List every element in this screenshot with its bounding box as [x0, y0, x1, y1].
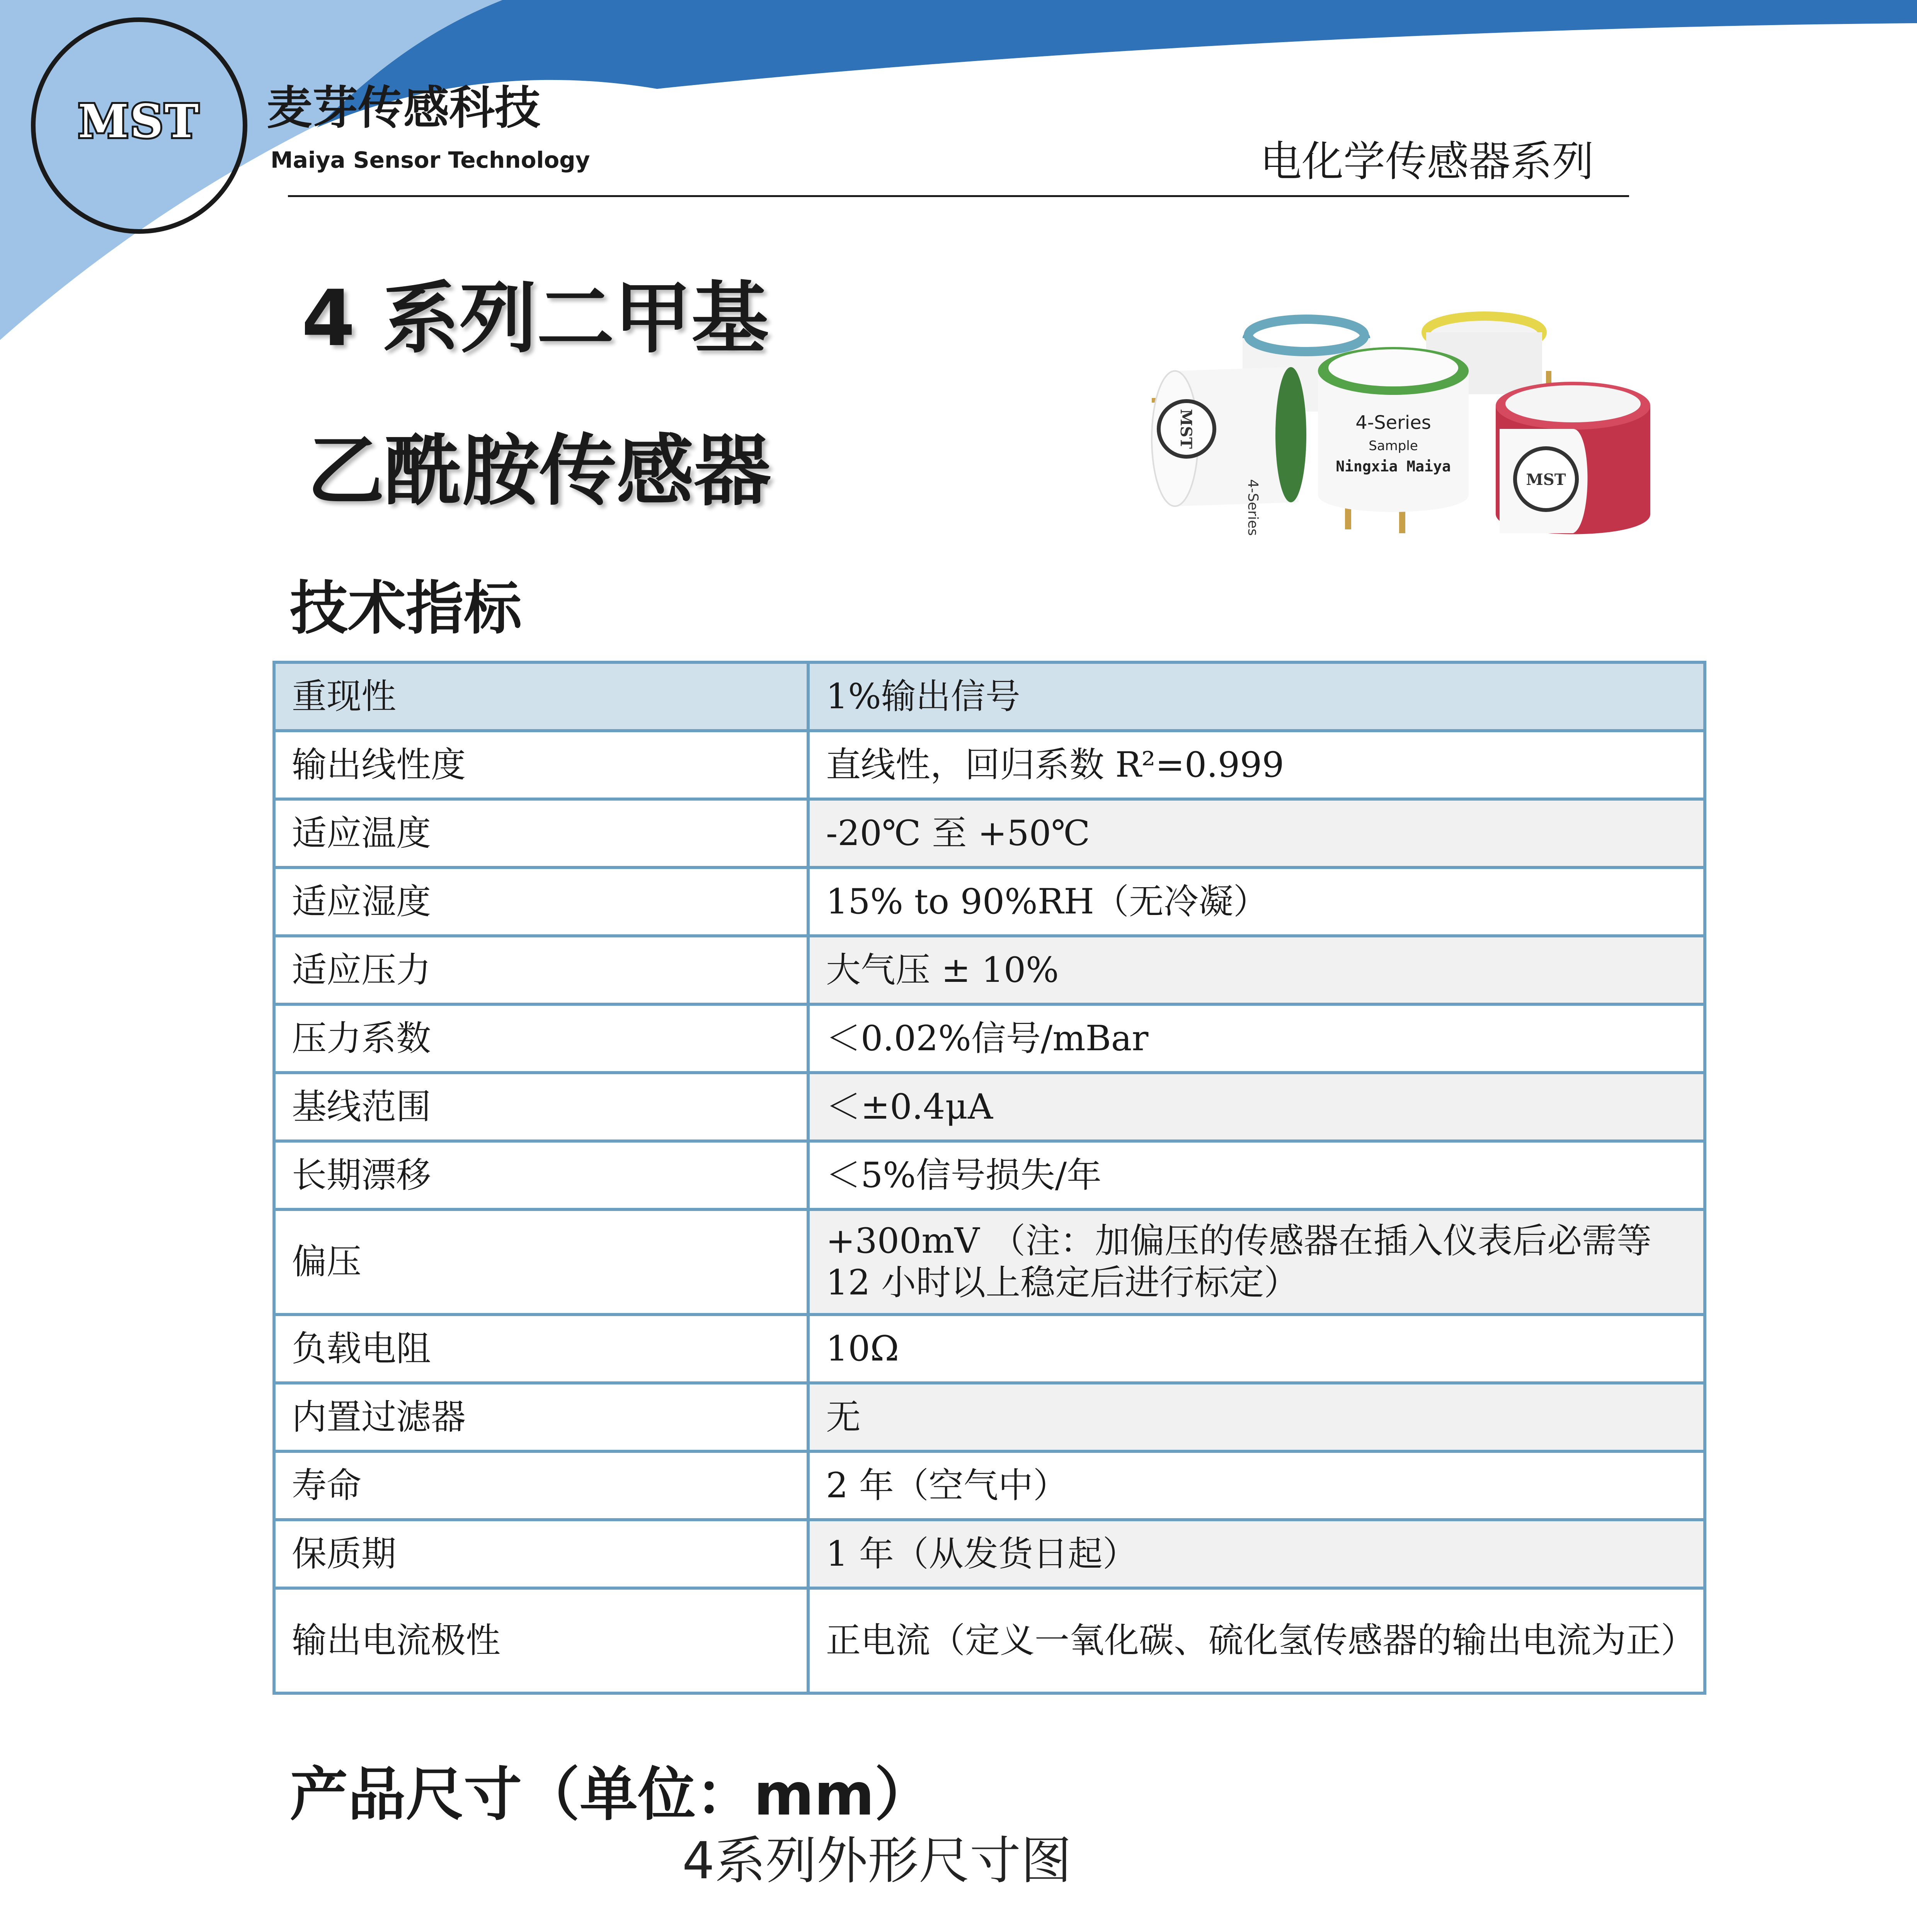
- photo-label-sample: Sample: [1369, 438, 1418, 454]
- spec-key: 适应温度: [274, 799, 808, 867]
- spec-value: 正电流（定义一氧化碳、硫化氢传感器的输出电流为正）: [808, 1588, 1705, 1693]
- sensor-red: [1496, 371, 1650, 534]
- drawing-title: 4系列外形尺寸图: [682, 1831, 1072, 1891]
- brand-name-en: Maiya Sensor Technology: [271, 147, 590, 173]
- table-row: [274, 936, 1705, 1004]
- spec-value: 10Ω: [808, 1315, 1705, 1383]
- spec-key: 适应湿度: [274, 867, 808, 936]
- spec-key: 输出线性度: [274, 731, 808, 799]
- spec-value: ＜0.02%信号/mBar: [808, 1004, 1705, 1073]
- header-swoosh-dark: [317, 0, 1917, 128]
- photo-label-series-2: 4-Series: [1245, 479, 1261, 536]
- spec-value: ＜±0.4μA: [808, 1073, 1705, 1141]
- product-title-line2: 乙酰胺传感器: [307, 426, 771, 516]
- spec-value: +300mV （注：加偏压的传感器在插入仪表后必需等 12 小时以上稳定后进行标定）: [808, 1209, 1705, 1315]
- spec-key: 输出电流极性: [274, 1588, 808, 1693]
- spec-value: 无: [808, 1383, 1705, 1451]
- table-row: [274, 1588, 1705, 1693]
- table-row: [274, 1451, 1705, 1520]
- table-row: [274, 1141, 1705, 1209]
- spec-value: 大气压 ± 10%: [808, 936, 1705, 1004]
- product-title-line1: 4 系列二甲基: [301, 274, 769, 364]
- spec-key: 压力系数: [274, 1004, 808, 1073]
- sensor-lying: [1152, 367, 1306, 536]
- table-row: [274, 867, 1705, 936]
- spec-value: 1%输出信号: [808, 662, 1705, 731]
- logo-text: MST: [78, 94, 200, 148]
- series-label: 电化学传感器系列: [1260, 138, 1594, 186]
- table-row: [274, 1520, 1705, 1588]
- photo-label-maker: Ningxia Maiya: [1336, 458, 1451, 475]
- brand-name-cn: 麦芽传感科技: [267, 81, 541, 134]
- spec-key: 基线范围: [274, 1073, 808, 1141]
- spec-key: 保质期: [274, 1520, 808, 1588]
- spec-key: 重现性: [274, 662, 808, 731]
- sensor-green: [1318, 347, 1469, 533]
- spec-value: 直线性，回归系数 R²=0.999: [808, 731, 1705, 799]
- table-row: [274, 731, 1705, 799]
- header-rule: [288, 195, 1629, 197]
- table-row: [274, 1315, 1705, 1383]
- spec-value: 2 年（空气中）: [808, 1451, 1705, 1520]
- table-row: [274, 1383, 1705, 1451]
- table-row: [274, 799, 1705, 867]
- dimension-section-title: 产品尺寸（单位：mm）: [290, 1761, 933, 1828]
- photo-label-mst-2: MST: [1526, 471, 1566, 489]
- table-row: [274, 1004, 1705, 1073]
- spec-table: [272, 661, 1706, 1695]
- spec-section-title: 技术指标: [290, 575, 522, 642]
- table-row: [274, 1073, 1705, 1141]
- spec-key: 适应压力: [274, 936, 808, 1004]
- photo-label-mst-1: MST: [1177, 409, 1195, 449]
- spec-value: ＜5%信号损失/年: [808, 1141, 1705, 1209]
- table-row: [274, 662, 1705, 731]
- spec-value: 15% to 90%RH（无冷凝）: [808, 867, 1705, 936]
- spec-key: 内置过滤器: [274, 1383, 808, 1451]
- spec-value: 1 年（从发货日起）: [808, 1520, 1705, 1588]
- spec-value: -20℃ 至 +50℃: [808, 799, 1705, 867]
- photo-label-series: 4-Series: [1355, 412, 1431, 434]
- spec-key: 负载电阻: [274, 1315, 808, 1383]
- product-photo: [1136, 301, 1666, 580]
- spec-key: 寿命: [274, 1451, 808, 1520]
- spec-key: 长期漂移: [274, 1141, 808, 1209]
- spec-key: 偏压: [274, 1209, 808, 1315]
- table-row: [274, 1209, 1705, 1315]
